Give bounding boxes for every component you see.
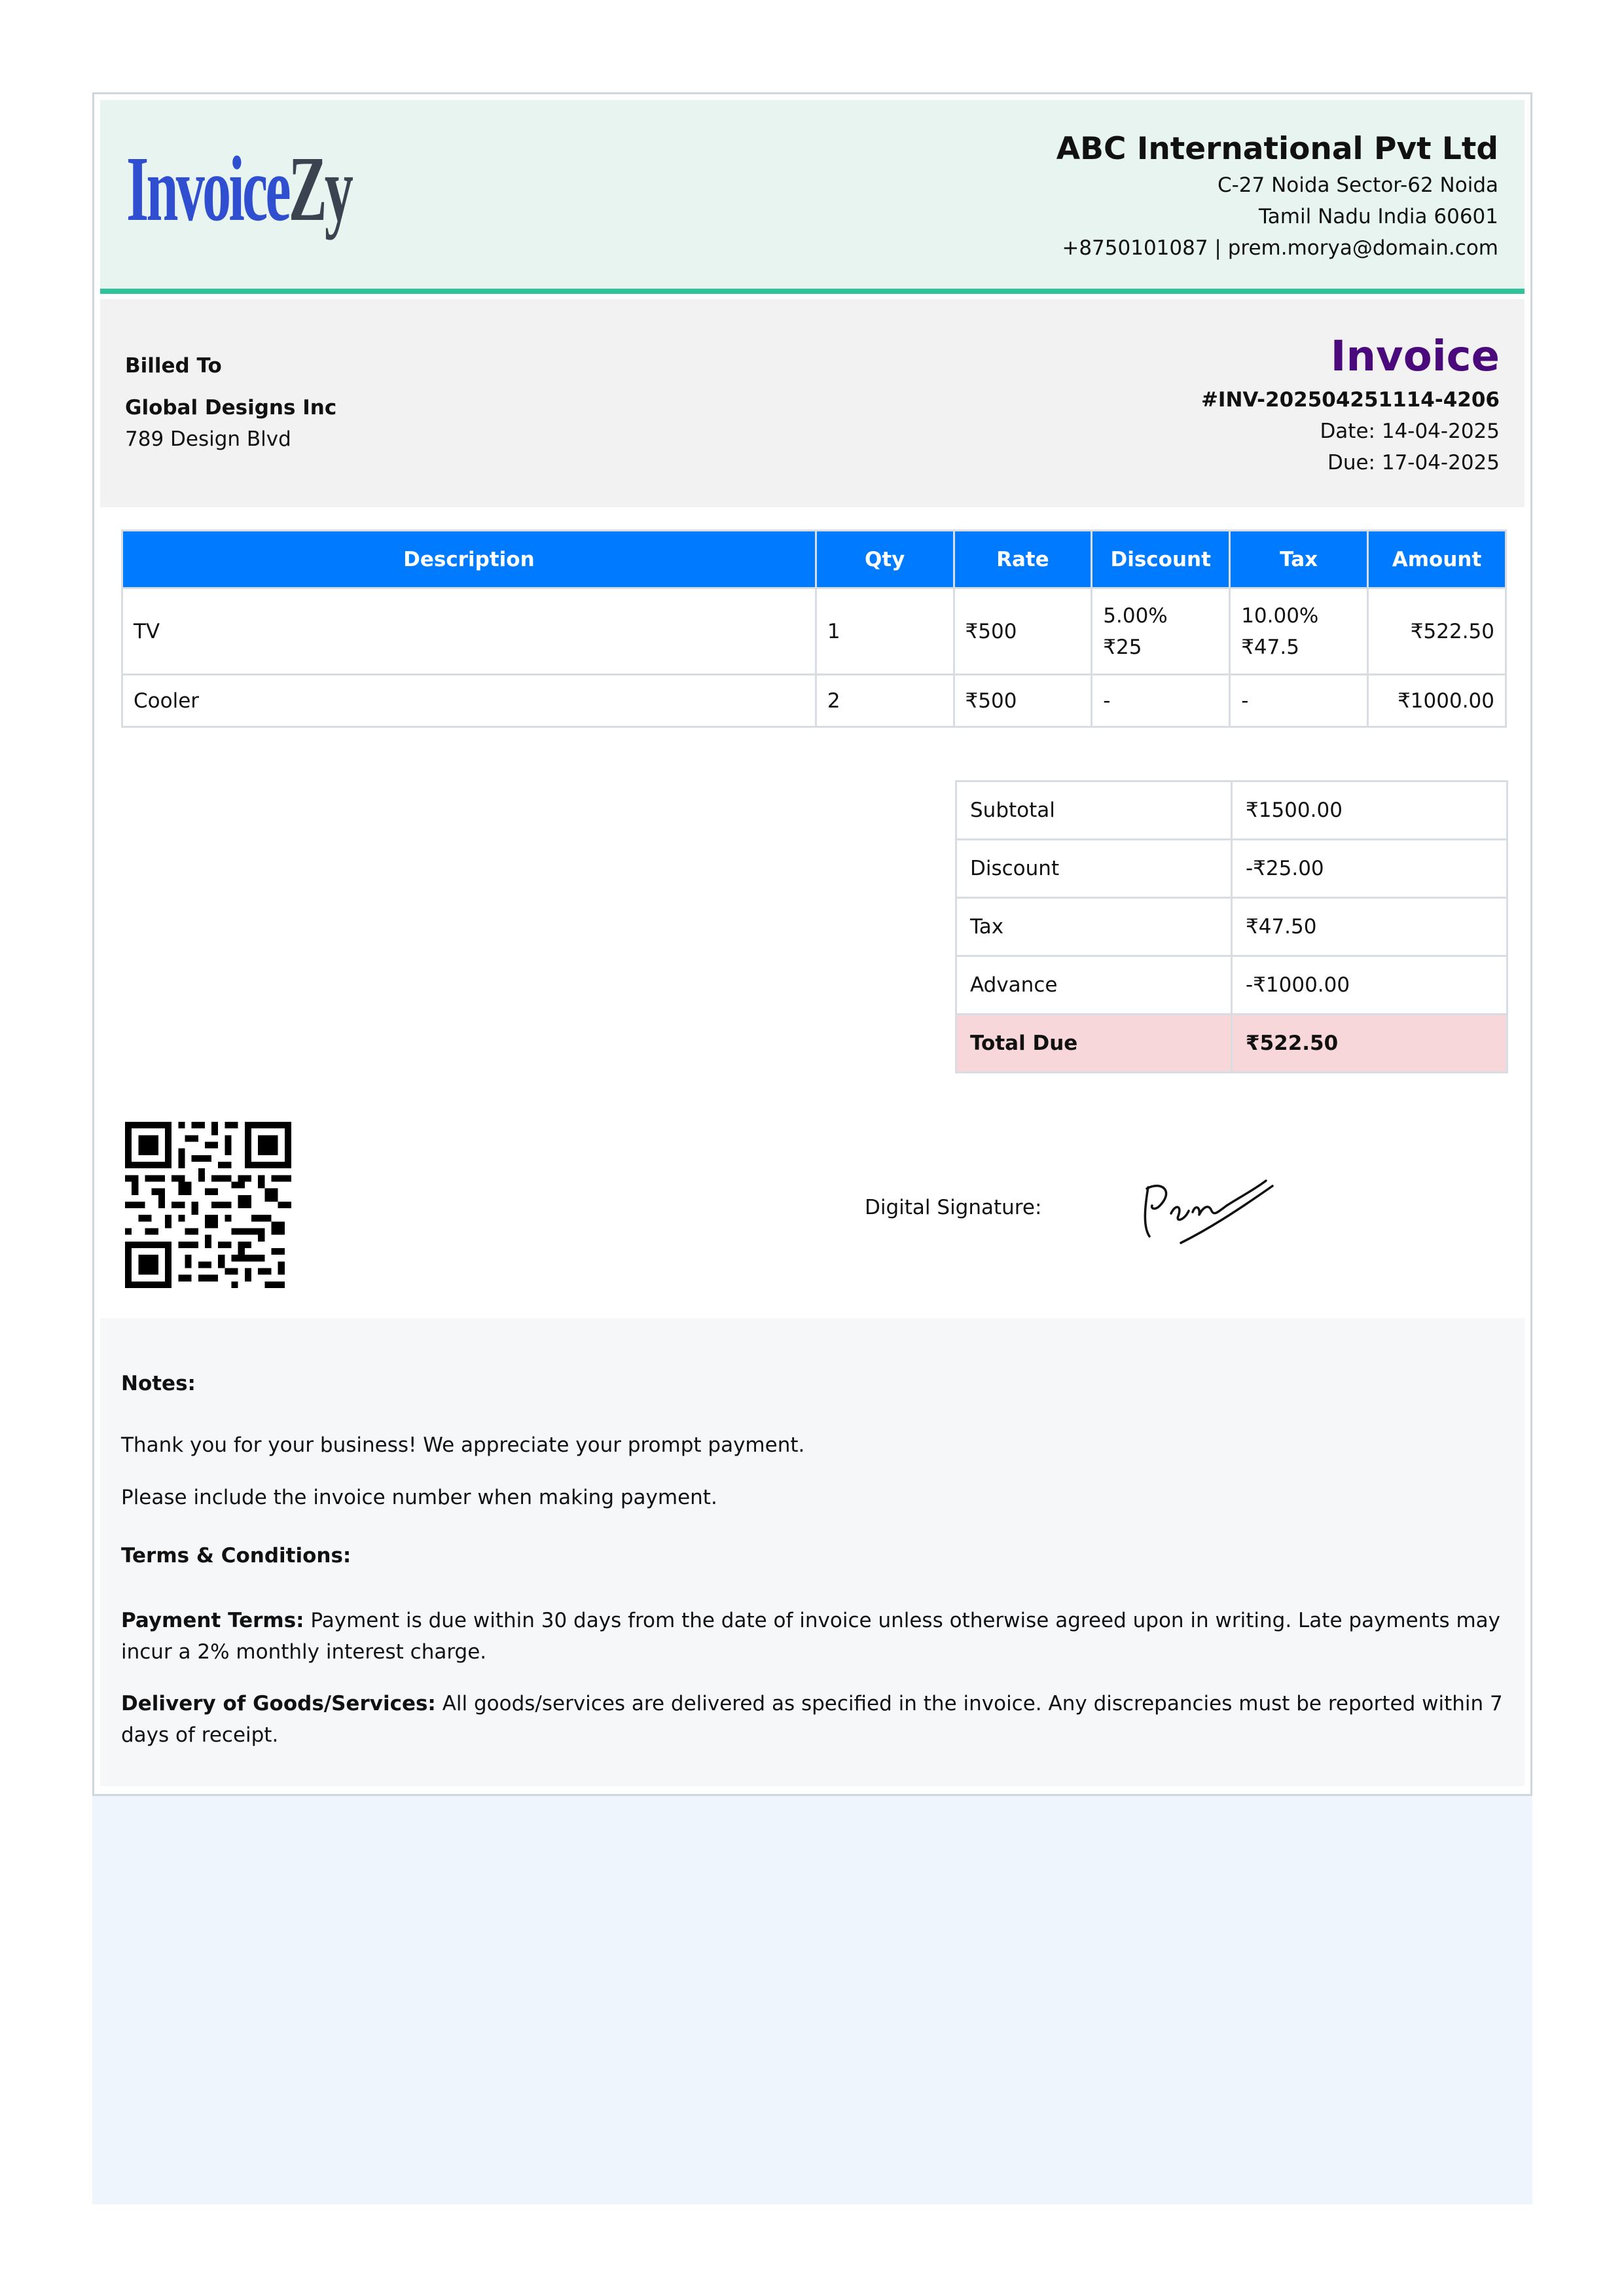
term-delivery-label: Delivery of Goods/Services: (121, 1692, 436, 1715)
table-row (122, 675, 1506, 727)
logo-part-2: Zy (288, 137, 352, 240)
column-header-qty: Qty (816, 531, 954, 588)
item-discount-amount: ₹25 (1103, 635, 1142, 659)
item-discount: - (1092, 675, 1230, 727)
signature-image (1135, 1168, 1279, 1253)
term-delivery (121, 1688, 1509, 1751)
item-amount: ₹1000.00 (1368, 675, 1506, 727)
item-description: TV (122, 588, 816, 675)
page-background (92, 1784, 1532, 2204)
discount-label: Discount (956, 840, 1232, 898)
column-header-amount: Amount (1368, 531, 1506, 588)
invoice-title: Invoice (1330, 332, 1500, 381)
table-row (122, 588, 1506, 675)
advance-label: Advance (956, 956, 1232, 1014)
discount-value: -₹25.00 (1232, 840, 1507, 898)
column-header-discount: Discount (1092, 531, 1230, 588)
column-header-description: Description (122, 531, 816, 588)
item-qty: 2 (816, 675, 954, 727)
totals-row-tax (956, 898, 1507, 956)
column-header-tax: Tax (1230, 531, 1368, 588)
totals-row-subtotal (956, 781, 1507, 840)
company-info (1056, 129, 1498, 264)
term-payment-text: Payment is due within 30 days from the date of invoice unless otherwise agreed upon in writing. Late payments may incur a 2% monthly interest charge. (121, 1609, 1501, 1664)
invoice-date: Date: 14-04-2025 (1320, 420, 1500, 443)
item-tax-percent: 10.00% (1241, 603, 1319, 628)
tax-label: Tax (956, 898, 1232, 956)
column-header-rate: Rate (954, 531, 1092, 588)
subtotal-label: Subtotal (956, 781, 1232, 840)
invoice-document (92, 92, 1532, 1796)
item-tax (1230, 588, 1368, 675)
digital-signature-label: Digital Signature: (865, 1196, 1042, 1219)
item-tax: - (1230, 675, 1368, 727)
item-rate: ₹500 (954, 588, 1092, 675)
totals-row-discount (956, 840, 1507, 898)
totals-table (955, 780, 1508, 1073)
notes-section (100, 1318, 1525, 1786)
billing-section (100, 299, 1525, 507)
subtotal-value: ₹1500.00 (1232, 781, 1507, 840)
items-table (121, 529, 1507, 728)
qr-code-icon (125, 1122, 291, 1288)
total-due-value: ₹522.50 (1232, 1014, 1507, 1073)
term-payment-label: Payment Terms: (121, 1609, 304, 1632)
invoice-due-date: Due: 17-04-2025 (1327, 451, 1500, 475)
total-due-label: Total Due (956, 1014, 1232, 1073)
notes-title: Notes: (121, 1372, 196, 1395)
item-rate: ₹500 (954, 675, 1092, 727)
invoice-meta (1201, 332, 1500, 478)
company-contact: +8750101087 | prem.morya@domain.com (1062, 236, 1498, 260)
totals-row-total-due (956, 1014, 1507, 1073)
client-address: 789 Design Blvd (125, 427, 291, 451)
item-tax-amount: ₹47.5 (1241, 635, 1299, 659)
item-qty: 1 (816, 588, 954, 675)
item-amount: ₹522.50 (1368, 588, 1506, 675)
term-payment (121, 1605, 1509, 1668)
item-description: Cooler (122, 675, 816, 727)
billed-to-label: Billed To (125, 354, 222, 378)
notes-line-1: Thank you for your business! We appreciate your prompt payment. (121, 1433, 805, 1457)
invoice-header (100, 100, 1525, 294)
advance-value: -₹1000.00 (1232, 956, 1507, 1014)
company-address-line-2: Tamil Nadu India 60601 (1259, 205, 1498, 228)
totals-row-advance (956, 956, 1507, 1014)
brand-logo (126, 139, 351, 257)
terms-title: Terms & Conditions: (121, 1544, 352, 1568)
term-delivery-text: All goods/services are delivered as specified in the invoice. Any discrepancies must be reported within 7 days of receipt. (121, 1692, 1503, 1747)
tax-value: ₹47.50 (1232, 898, 1507, 956)
item-discount-percent: 5.00% (1103, 603, 1168, 628)
logo-part-1: Invoice (126, 137, 289, 240)
item-discount (1092, 588, 1230, 675)
invoice-number: #INV-202504251114-4206 (1200, 388, 1500, 412)
items-header-row (122, 531, 1506, 588)
client-name: Global Designs Inc (125, 396, 337, 420)
notes-line-2: Please include the invoice number when making payment. (121, 1486, 717, 1509)
company-address-line-1: C-27 Noida Sector-62 Noida (1217, 173, 1498, 197)
company-name: ABC International Pvt Ltd (1056, 131, 1498, 167)
